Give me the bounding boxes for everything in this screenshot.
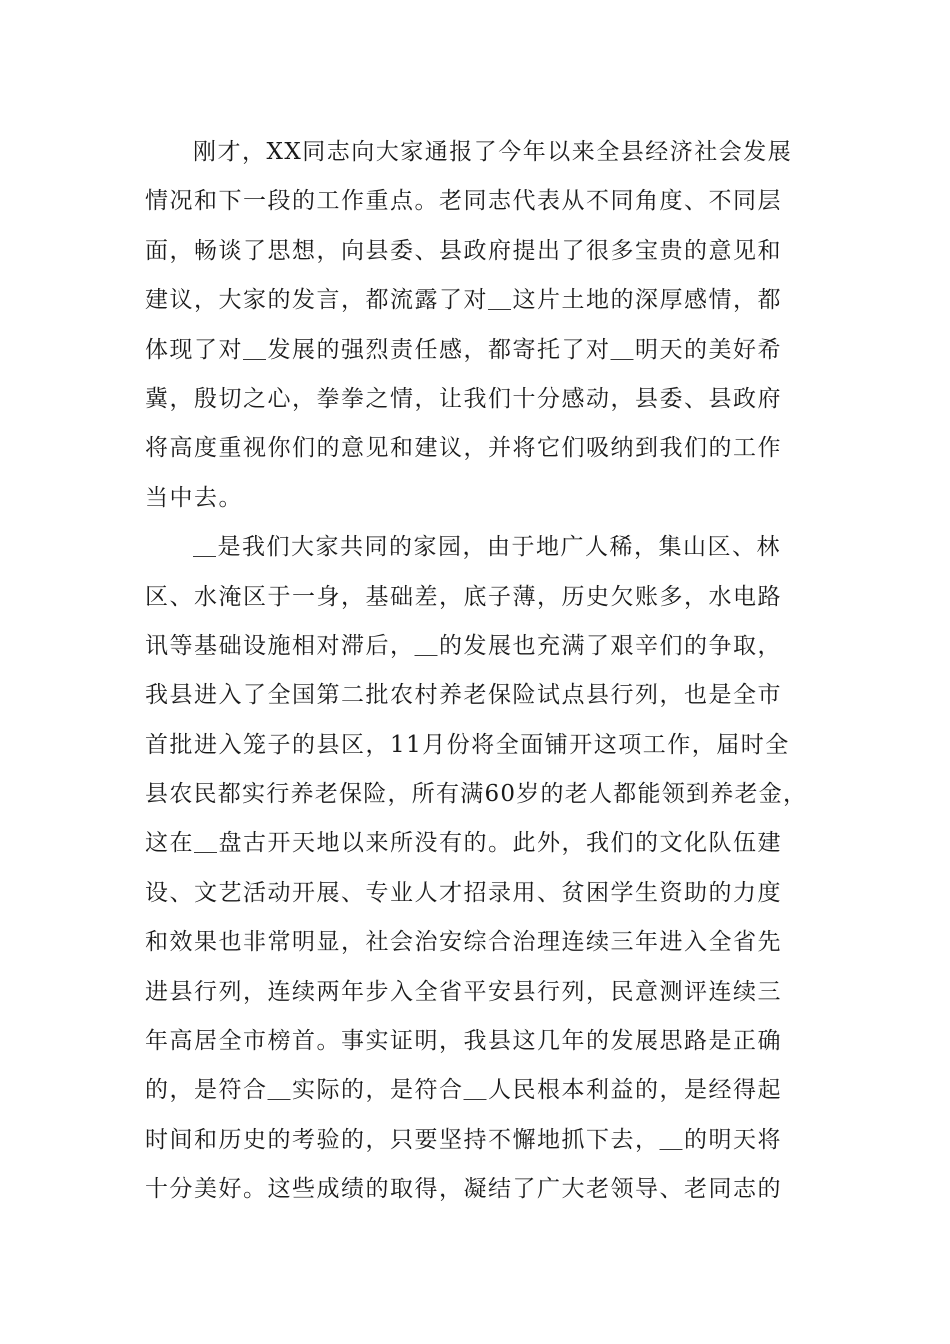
paragraph-2-line: 十分美好。这些成绩的取得，凝结了广大老领导、老同志的	[145, 1176, 782, 1203]
paragraph-2-line: 年高居全市榜首。事实证明，我县这几年的发展思路是正确	[145, 1028, 782, 1055]
paragraph-2-line: 这在＿盘古开天地以来所没有的。此外，我们的文化队伍建	[145, 830, 782, 857]
paragraph-2-line: 县农民都实行养老保险，所有满60岁的老人都能领到养老金，	[145, 781, 808, 808]
paragraph-2-line: ＿是我们大家共同的家园，由于地广人稀，集山区、林	[193, 534, 781, 561]
paragraph-2-line: 进县行列，连续两年步入全省平安县行列，民意测评连续三	[145, 978, 782, 1005]
paragraph-2-line: 首批进入笼子的县区，11月份将全面铺开这项工作，届时全	[145, 731, 790, 758]
body-text	[145, 128, 810, 1215]
paragraph-2-line: 讯等基础设施相对滞后，＿的发展也充满了艰辛们的争取，	[145, 632, 782, 659]
paragraph-1-line: 面，畅谈了思想，向县委、县政府提出了很多宝贵的意见和	[145, 237, 782, 264]
paragraph-2-line: 时间和历史的考验的，只要坚持不懈地抓下去，＿的明天将	[145, 1126, 782, 1153]
paragraph-2-line: 和效果也非常明显，社会治安综合治理连续三年进入全省先	[145, 929, 782, 956]
paragraph-2-line: 我县进入了全国第二批农村养老保险试点县行列，也是全市	[145, 682, 782, 709]
paragraph-2-line: 设、文艺活动开展、专业人才招录用、贫困学生资助的力度	[145, 879, 782, 906]
paragraph-1-line: 体现了对＿发展的强烈责任感，都寄托了对＿明天的美好希	[145, 336, 782, 363]
paragraph-1-line: 冀，殷切之心，拳拳之情，让我们十分感动，县委、县政府	[145, 385, 782, 412]
paragraph-2-line: 的，是符合＿实际的，是符合＿人民根本利益的，是经得起	[145, 1077, 782, 1104]
paragraph-1-line: 当中去。	[145, 484, 243, 511]
paragraph-1-line: 建议，大家的发言，都流露了对＿这片土地的深厚感情，都	[145, 287, 782, 314]
paragraph-1-line: 将高度重视你们的意见和建议，并将它们吸纳到我们的工作	[145, 435, 782, 462]
paragraph-2-line: 区、水淹区于一身，基础差，底子薄，历史欠账多，水电路	[145, 583, 782, 610]
paragraph-1-line: 刚才，XX同志向大家通报了今年以来全县经济社会发展	[193, 139, 793, 165]
paragraph-1-line: 情况和下一段的工作重点。老同志代表从不同角度、不同层	[145, 188, 782, 215]
